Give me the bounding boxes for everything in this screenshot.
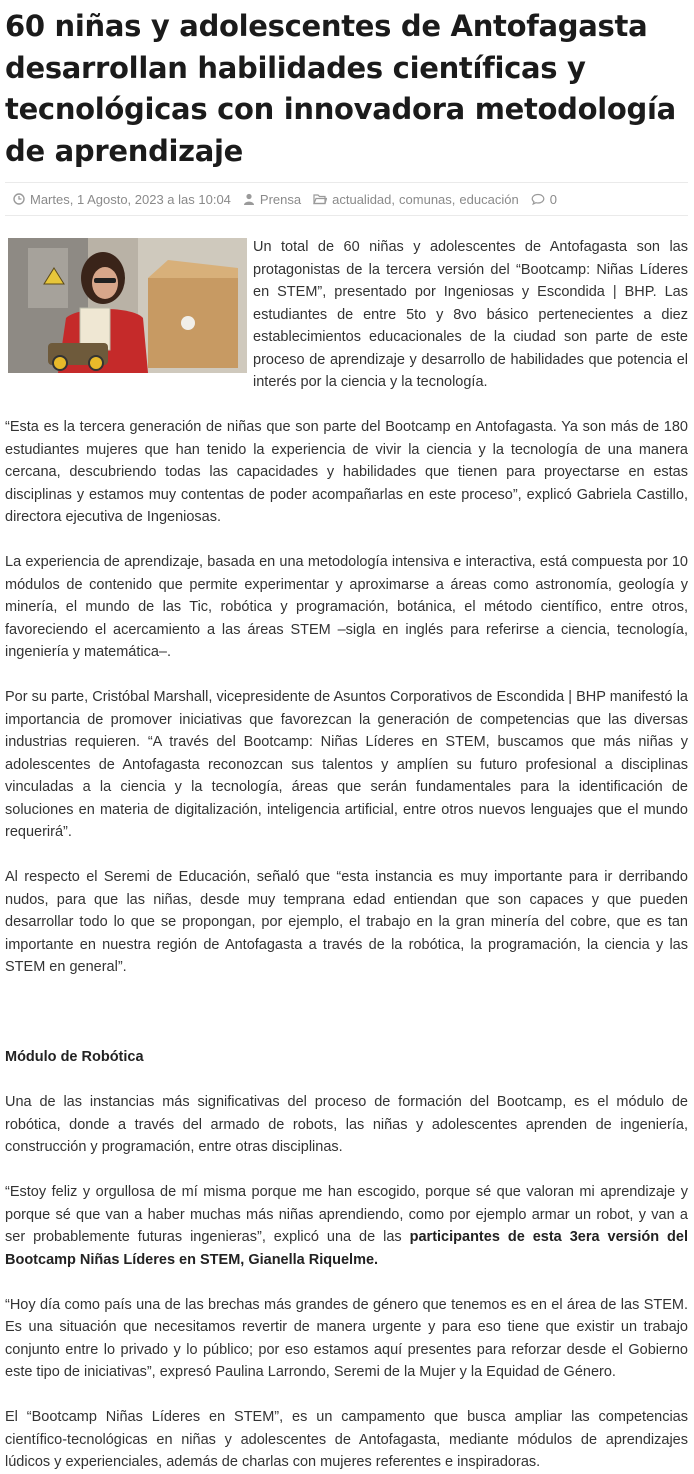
article bbox=[0, 6, 694, 1474]
category-link-educacion[interactable]: educación bbox=[459, 191, 519, 207]
paragraph-6: Una de las instancias más significativas del proceso de formación del Bootcamp, es el módulo de robótica, donde a través del armado de robots, las niñas y adolescentes aprenden de ingeniería, construcción y programación, entre otras disciplinas. bbox=[5, 1094, 688, 1155]
meta-date bbox=[13, 192, 231, 207]
meta-date-text: Martes, 1 Agosto, 2023 a las 10:04 bbox=[30, 191, 231, 207]
section-heading: Módulo de Robótica bbox=[5, 1049, 144, 1065]
article-photo bbox=[8, 238, 247, 373]
clock-icon bbox=[13, 193, 25, 205]
paragraph-5: Al respecto el Seremi de Educación, señaló que “esta instancia es muy importante para ir derribando nudos, para que las niñas, desde muy temprana edad entiendan que son capaces y que pueden desarrollar todo lo que se propongan, por ejemplo, el trabajo en la gran minería del cobre, que es tan importante en nuestra región de Antofagasta a través de la robótica, la programación, la ciencia y las STEM en general”. bbox=[5, 869, 688, 975]
comment-icon bbox=[531, 193, 545, 205]
meta-author[interactable] bbox=[243, 192, 301, 207]
article-title: 60 niñas y adolescentes de Antofagasta desarrollan habilidades científicas y tecnológicas con innovadora metodología de aprendizaje bbox=[5, 9, 676, 168]
quote-attribution: participantes de esta 3era versión del Bootcamp Niñas Líderes en STEM, Gianella Riquelme. bbox=[5, 1229, 688, 1268]
spacer bbox=[5, 1001, 688, 1046]
category-link-actualidad[interactable]: actualidad bbox=[332, 191, 392, 207]
article-body bbox=[5, 236, 688, 1474]
paragraph-8: “Hoy día como país una de las brechas más grandes de género que tenemos es en el área de las STEM. Es una situación que necesitamos revertir de manera urgente y para eso tiene que existir un trabajo conjunto entre lo privado y lo público; por eso estamos aquí presentes para reforzar desde el Gobierno este tipo de iniciativas”, expresó Paulina Larrondo, Seremi de la Mujer y la Equidad de Género. bbox=[5, 1296, 688, 1380]
paragraph-9: El “Bootcamp Niñas Líderes en STEM”, es un campamento que busca ampliar las competencias científico-tecnológicas en niñas y adolescentes de Antofagasta, mediante módulos de aprendizajes lúdicos y experienciales, además de charlas con mujeres referentes e inspiradoras. bbox=[5, 1409, 688, 1470]
paragraph-7 bbox=[5, 1181, 688, 1271]
category-link-comunas[interactable]: comunas bbox=[399, 191, 452, 207]
user-icon bbox=[243, 193, 255, 205]
meta-categories: actualidad , comunas , educación bbox=[313, 192, 519, 207]
folder-icon bbox=[313, 193, 327, 205]
photo-girl-with-robot bbox=[8, 238, 247, 373]
meta-comments[interactable] bbox=[531, 192, 557, 207]
paragraph-2: “Esta es la tercera generación de niñas que son parte del Bootcamp en Antofagasta. Ya son más de 180 estudiantes mujeres que han tenido la experiencia de vivir la ciencia y la tecnología de una manera cercana, descubriendo todas las capacidades y habilidades que tienen para proyectarse en estas disciplinas y estamos muy contentas de poder acompañarlas en este proceso”, explicó Gabriela Castillo, directora ejecutiva de Ingeniosas. bbox=[5, 419, 688, 525]
paragraph-3: La experiencia de aprendizaje, basada en una metodología intensiva e interactiva, está compuesta por 10 módulos de contenido que permite experimentar y aproximarse a áreas como astronomía, geología y minería, el mundo de las Tic, robótica y programación, botánica, el método científico, entre otros, favoreciendo el acercamiento a las áreas STEM –sigla en inglés para referirse a ciencia, tecnología, ingeniería y matemática–. bbox=[5, 554, 688, 660]
article-meta bbox=[5, 182, 688, 216]
meta-author-link[interactable]: Prensa bbox=[259, 191, 302, 207]
quote-text: “Estoy feliz y orgullosa de mí misma porque me han escogido, porque sé que valoran mi aprendizaje y porque sé que van a haber muchas más niñas aprendiendo, como por ejemplo armar un robot, y van a ser probablemente futuras ingenieras”, explicó una de las bbox=[5, 1184, 688, 1245]
comments-count[interactable]: 0 bbox=[549, 191, 557, 207]
paragraph-1: Un total de 60 niñas y adolescentes de Antofagasta son las protagonistas de la tercera versión del “Bootcamp: Niñas Líderes en STEM”, presentado por Ingeniosas y Escondida | BHP. Las estudiantes de entre 5to y 8vo básico pertenecientes a diez establecimientos educacionales de la ciudad son parte de este proceso de aprendizaje y desarrollo de habilidades que potencia el interés por la ciencia y la tecnología. bbox=[253, 239, 688, 390]
paragraph-4: Por su parte, Cristóbal Marshall, vicepresidente de Asuntos Corporativos de Escondida | BHP manifestó la importancia de promover iniciativas que favorezcan la generación de competencias que las diversas industrias requieren. “A través del Bootcamp: Niñas Líderes en STEM, buscamos que más niñas y adolescentes de Antofagasta reconozcan sus talentos y amplíen su futuro profesional a disciplinas vinculadas a la ciencia y la tecnología, áreas que serán fundamentales para la identificación de soluciones en materia de digitalización, inteligencia artificial, entre otros nuevos lenguajes que el mundo requerirá”. bbox=[5, 689, 688, 840]
